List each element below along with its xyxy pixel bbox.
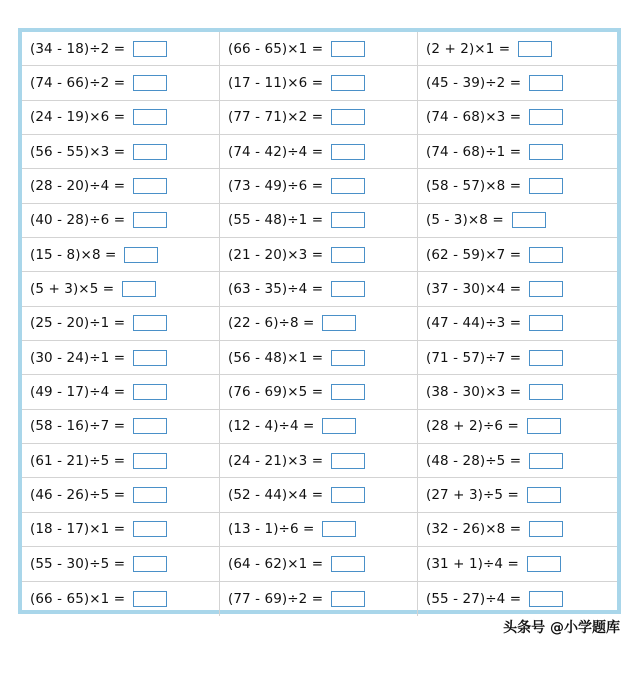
problem-expression: (25 - 20)÷1 = — [30, 315, 126, 332]
problem-expression: (77 - 71)×2 = — [228, 109, 324, 126]
problem-expression: (38 - 30)×3 = — [426, 384, 522, 401]
answer-box[interactable] — [133, 144, 167, 160]
problem-cell — [22, 513, 220, 547]
answer-box[interactable] — [133, 556, 167, 572]
answer-box[interactable] — [124, 247, 158, 263]
problem-expression: (22 - 6)÷8 = — [228, 315, 315, 332]
answer-box[interactable] — [529, 384, 563, 400]
problem-cell — [418, 375, 617, 409]
problem-cell — [220, 135, 418, 169]
problem-expression: (28 + 2)÷6 = — [426, 418, 519, 435]
problem-cell — [418, 32, 617, 66]
answer-box[interactable] — [133, 109, 167, 125]
problem-cell — [418, 135, 617, 169]
answer-box[interactable] — [529, 247, 563, 263]
problem-expression: (71 - 57)÷7 = — [426, 349, 522, 366]
problem-expression: (31 + 1)÷4 = — [426, 555, 519, 572]
problem-cell — [22, 341, 220, 375]
problem-cell — [220, 582, 418, 616]
answer-box[interactable] — [122, 281, 156, 297]
problem-expression: (55 - 48)÷1 = — [228, 212, 324, 229]
answer-box[interactable] — [133, 453, 167, 469]
problem-cell — [22, 375, 220, 409]
answer-box[interactable] — [529, 109, 563, 125]
answer-box[interactable] — [133, 521, 167, 537]
problem-cell — [418, 101, 617, 135]
problem-expression: (56 - 48)×1 = — [228, 349, 324, 366]
problem-cell — [220, 341, 418, 375]
problem-expression: (28 - 20)÷4 = — [30, 178, 126, 195]
problem-expression: (74 - 68)×3 = — [426, 109, 522, 126]
answer-box[interactable] — [322, 315, 356, 331]
problem-expression: (12 - 4)÷4 = — [228, 418, 315, 435]
problem-expression: (77 - 69)÷2 = — [228, 590, 324, 607]
problem-expression: (74 - 68)÷1 = — [426, 143, 522, 160]
problem-cell — [220, 272, 418, 306]
problem-cell — [220, 513, 418, 547]
problem-expression: (66 - 65)×1 = — [30, 590, 126, 607]
problem-expression: (64 - 62)×1 = — [228, 555, 324, 572]
problem-expression: (24 - 19)×6 = — [30, 109, 126, 126]
problem-expression: (58 - 57)×8 = — [426, 178, 522, 195]
problem-expression: (56 - 55)×3 = — [30, 143, 126, 160]
answer-box[interactable] — [512, 212, 546, 228]
answer-box[interactable] — [133, 41, 167, 57]
answer-box[interactable] — [529, 144, 563, 160]
answer-box[interactable] — [529, 521, 563, 537]
answer-box[interactable] — [527, 487, 561, 503]
answer-box[interactable] — [331, 41, 365, 57]
answer-box[interactable] — [331, 487, 365, 503]
problem-expression: (74 - 42)÷4 = — [228, 143, 324, 160]
answer-box[interactable] — [133, 350, 167, 366]
answer-box[interactable] — [331, 178, 365, 194]
answer-box[interactable] — [133, 315, 167, 331]
problem-expression: (18 - 17)×1 = — [30, 521, 126, 538]
problem-cell — [22, 238, 220, 272]
problem-cell — [220, 375, 418, 409]
answer-box[interactable] — [133, 75, 167, 91]
answer-box[interactable] — [331, 453, 365, 469]
problem-cell — [22, 272, 220, 306]
answer-box[interactable] — [133, 178, 167, 194]
problem-expression: (55 - 30)÷5 = — [30, 555, 126, 572]
answer-box[interactable] — [529, 453, 563, 469]
answer-box[interactable] — [529, 315, 563, 331]
problem-expression: (40 - 28)÷6 = — [30, 212, 126, 229]
problem-cell — [22, 135, 220, 169]
problem-cell — [418, 478, 617, 512]
answer-box[interactable] — [331, 109, 365, 125]
answer-box[interactable] — [529, 178, 563, 194]
problem-expression: (5 - 3)×8 = — [426, 212, 504, 229]
problem-expression: (73 - 49)÷6 = — [228, 178, 324, 195]
problem-expression: (49 - 17)÷4 = — [30, 384, 126, 401]
problem-cell — [220, 32, 418, 66]
worksheet — [18, 28, 621, 614]
problem-expression: (61 - 21)÷5 = — [30, 452, 126, 469]
problem-expression: (13 - 1)÷6 = — [228, 521, 315, 538]
problem-grid — [22, 32, 617, 610]
answer-box[interactable] — [331, 281, 365, 297]
problem-expression: (62 - 59)×7 = — [426, 246, 522, 263]
answer-box[interactable] — [133, 418, 167, 434]
problem-cell — [220, 66, 418, 100]
watermark: 头条号 @小学题库 — [503, 620, 620, 636]
problem-cell — [220, 101, 418, 135]
problem-expression: (47 - 44)÷3 = — [426, 315, 522, 332]
answer-box[interactable] — [322, 418, 356, 434]
problem-cell — [22, 444, 220, 478]
problem-expression: (37 - 30)×4 = — [426, 281, 522, 298]
answer-box[interactable] — [527, 418, 561, 434]
answer-box[interactable] — [331, 247, 365, 263]
problem-cell — [418, 444, 617, 478]
problem-expression: (34 - 18)÷2 = — [30, 40, 126, 57]
problem-expression: (2 + 2)×1 = — [426, 40, 511, 57]
problem-expression: (17 - 11)×6 = — [228, 75, 324, 92]
problem-cell — [220, 478, 418, 512]
problem-expression: (5 + 3)×5 = — [30, 281, 115, 298]
answer-box[interactable] — [331, 556, 365, 572]
problem-cell — [22, 32, 220, 66]
answer-box[interactable] — [529, 281, 563, 297]
problem-expression: (24 - 21)×3 = — [228, 452, 324, 469]
problem-cell — [418, 547, 617, 581]
problem-expression: (21 - 20)×3 = — [228, 246, 324, 263]
problem-cell — [418, 66, 617, 100]
problem-cell — [22, 101, 220, 135]
problem-cell — [22, 169, 220, 203]
problem-expression: (52 - 44)×4 = — [228, 487, 324, 504]
problem-expression: (45 - 39)÷2 = — [426, 75, 522, 92]
answer-box[interactable] — [331, 350, 365, 366]
problem-cell — [220, 444, 418, 478]
answer-box[interactable] — [529, 350, 563, 366]
problem-cell — [418, 410, 617, 444]
problem-expression: (30 - 24)÷1 = — [30, 349, 126, 366]
answer-box[interactable] — [331, 75, 365, 91]
problem-expression: (55 - 27)÷4 = — [426, 590, 522, 607]
problem-cell — [418, 238, 617, 272]
problem-cell — [22, 410, 220, 444]
problem-cell — [22, 582, 220, 616]
problem-cell — [418, 272, 617, 306]
problem-cell — [22, 307, 220, 341]
answer-box[interactable] — [133, 212, 167, 228]
answer-box[interactable] — [133, 384, 167, 400]
answer-box[interactable] — [322, 521, 356, 537]
problem-cell — [220, 410, 418, 444]
problem-cell — [22, 204, 220, 238]
problem-cell — [220, 204, 418, 238]
problem-cell — [22, 66, 220, 100]
answer-box[interactable] — [529, 75, 563, 91]
problem-cell — [220, 238, 418, 272]
problem-cell — [418, 204, 617, 238]
problem-expression: (66 - 65)×1 = — [228, 40, 324, 57]
problem-cell — [22, 547, 220, 581]
answer-box[interactable] — [518, 41, 552, 57]
problem-cell — [418, 582, 617, 616]
problem-cell — [220, 169, 418, 203]
answer-box[interactable] — [331, 144, 365, 160]
answer-box[interactable] — [527, 556, 561, 572]
answer-box[interactable] — [133, 591, 167, 607]
problem-expression: (46 - 26)÷5 = — [30, 487, 126, 504]
problem-expression: (76 - 69)×5 = — [228, 384, 324, 401]
problem-expression: (32 - 26)×8 = — [426, 521, 522, 538]
problem-cell — [22, 478, 220, 512]
problem-expression: (58 - 16)÷7 = — [30, 418, 126, 435]
problem-cell — [418, 513, 617, 547]
problem-expression: (48 - 28)÷5 = — [426, 452, 522, 469]
problem-cell — [418, 169, 617, 203]
problem-cell — [220, 547, 418, 581]
answer-box[interactable] — [331, 212, 365, 228]
problem-expression: (27 + 3)÷5 = — [426, 487, 519, 504]
answer-box[interactable] — [331, 591, 365, 607]
problem-cell — [220, 307, 418, 341]
problem-cell — [418, 307, 617, 341]
problem-expression: (15 - 8)×8 = — [30, 246, 117, 263]
answer-box[interactable] — [133, 487, 167, 503]
answer-box[interactable] — [529, 591, 563, 607]
answer-box[interactable] — [331, 384, 365, 400]
problem-expression: (74 - 66)÷2 = — [30, 75, 126, 92]
problem-cell — [418, 341, 617, 375]
problem-expression: (63 - 35)÷4 = — [228, 281, 324, 298]
